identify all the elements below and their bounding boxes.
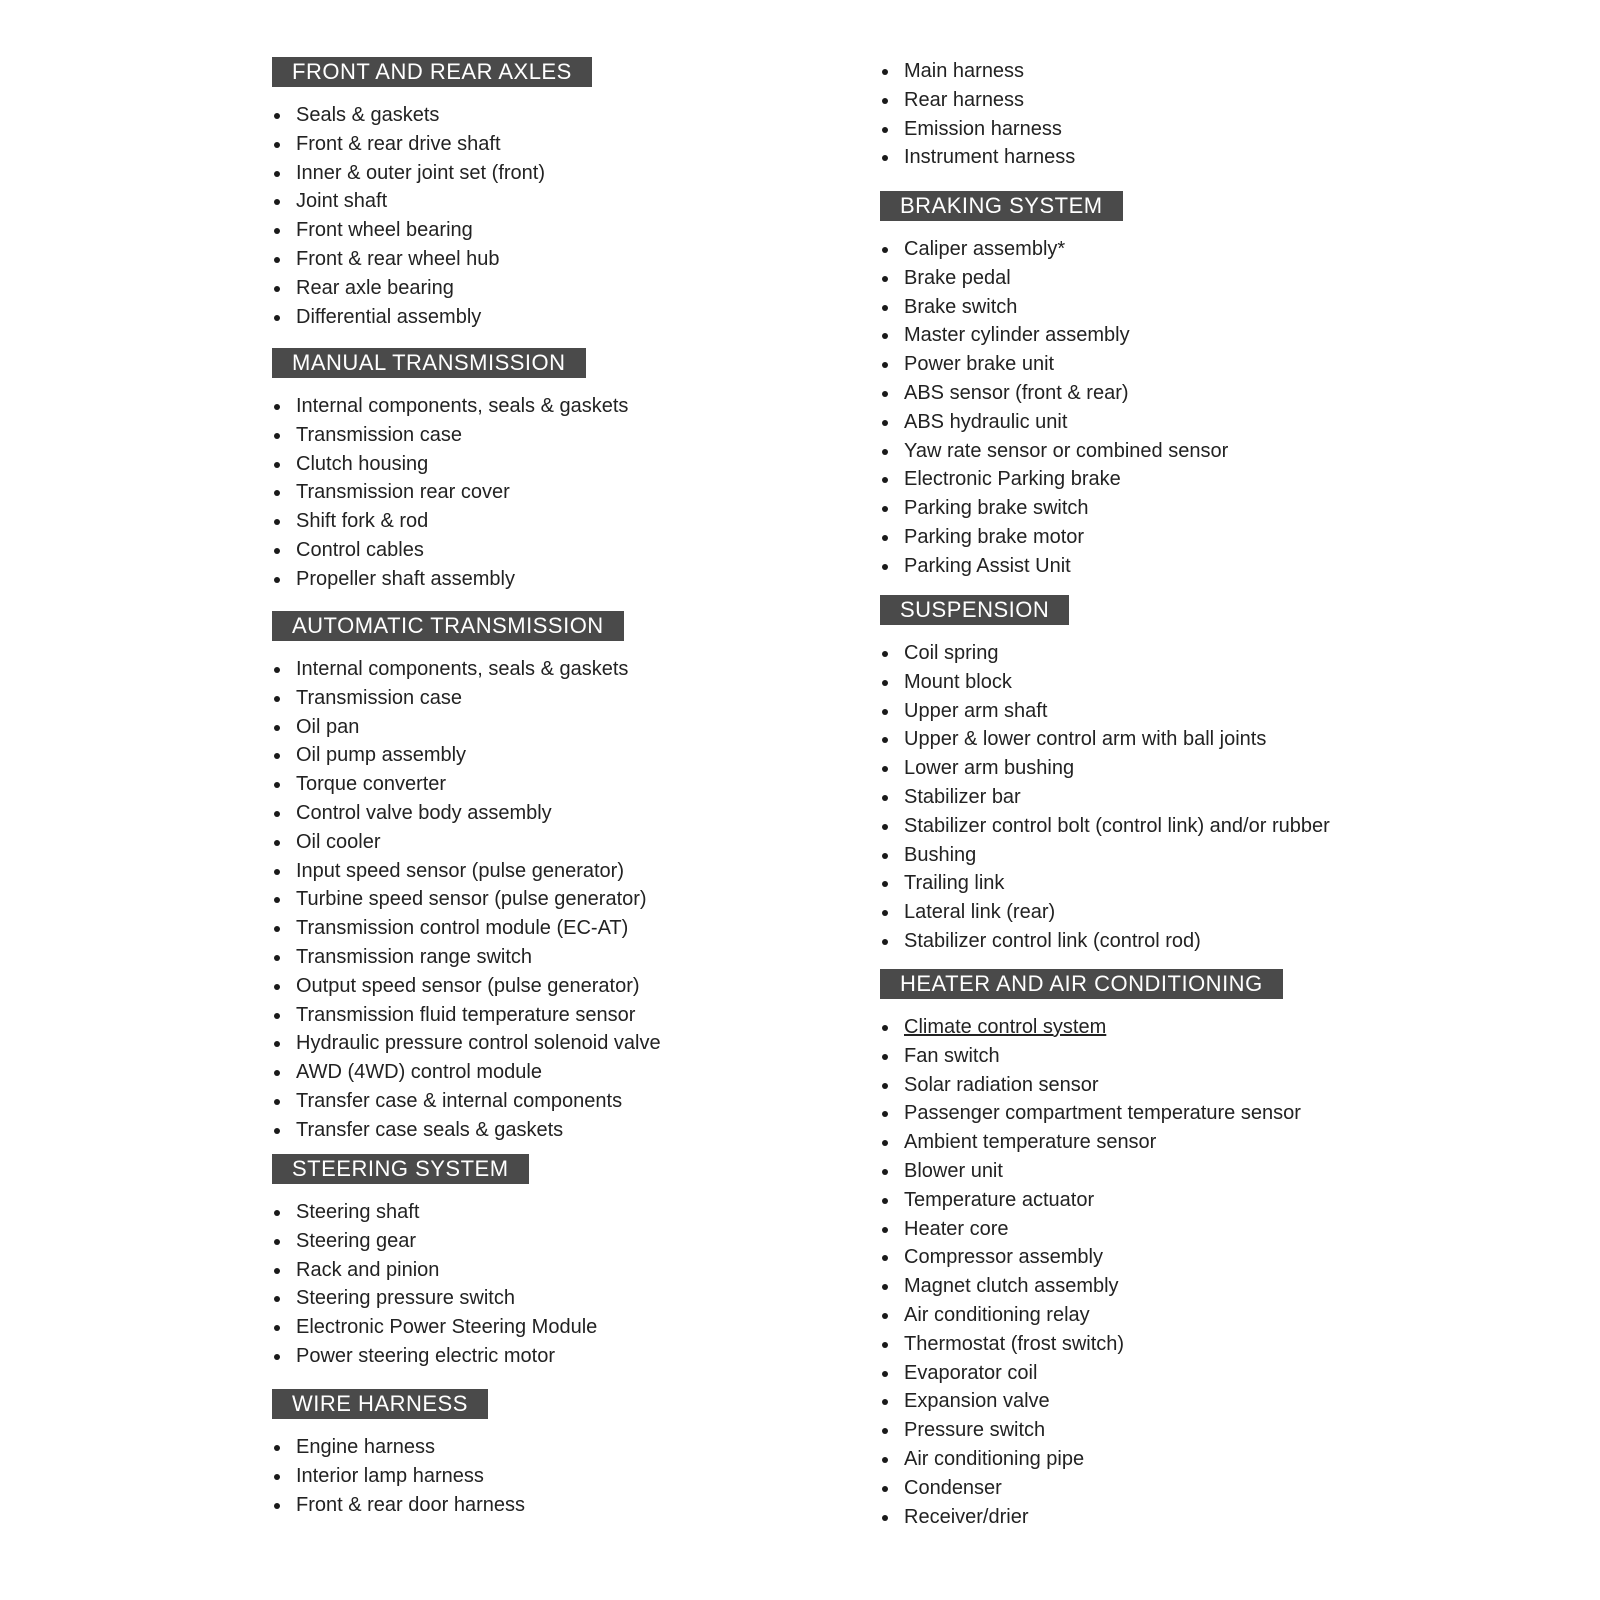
list-item: Parking brake motor bbox=[880, 523, 1228, 552]
list-item: Receiver/drier bbox=[880, 1503, 1301, 1532]
list-item: Power brake unit bbox=[880, 350, 1228, 379]
list-item: Power steering electric motor bbox=[272, 1342, 597, 1371]
section-steering-system bbox=[272, 1154, 597, 1371]
list-item: Expansion valve bbox=[880, 1387, 1301, 1416]
item-list bbox=[880, 639, 1330, 956]
list-item: Trailing link bbox=[880, 869, 1330, 898]
list-item: Lower arm bushing bbox=[880, 754, 1330, 783]
list-item: Fan switch bbox=[880, 1042, 1301, 1071]
list-item: Input speed sensor (pulse generator) bbox=[272, 857, 661, 886]
list-item: Transmission case bbox=[272, 421, 628, 450]
list-item: Inner & outer joint set (front) bbox=[272, 159, 592, 188]
list-item: Output speed sensor (pulse generator) bbox=[272, 972, 661, 1001]
list-item: Lateral link (rear) bbox=[880, 898, 1330, 927]
list-item: Emission harness bbox=[880, 115, 1075, 144]
list-item: Engine harness bbox=[272, 1433, 525, 1462]
list-item: Air conditioning pipe bbox=[880, 1445, 1301, 1474]
list-item: Steering pressure switch bbox=[272, 1284, 597, 1313]
list-item: Electronic Power Steering Module bbox=[272, 1313, 597, 1342]
list-item: Internal components, seals & gaskets bbox=[272, 655, 661, 684]
list-item: Clutch housing bbox=[272, 450, 628, 479]
list-item: Seals & gaskets bbox=[272, 101, 592, 130]
list-item: Transmission range switch bbox=[272, 943, 661, 972]
list-item: Stabilizer control bolt (control link) and/or rubber bbox=[880, 812, 1330, 841]
section-heading: WIRE HARNESS bbox=[272, 1389, 488, 1419]
list-item: Oil cooler bbox=[272, 828, 661, 857]
list-item: Front wheel bearing bbox=[272, 216, 592, 245]
list-item: Control valve body assembly bbox=[272, 799, 661, 828]
list-item: Steering gear bbox=[272, 1227, 597, 1256]
list-item: Parking Assist Unit bbox=[880, 552, 1228, 581]
list-item: Condenser bbox=[880, 1474, 1301, 1503]
list-item: Temperature actuator bbox=[880, 1186, 1301, 1215]
section-wire-harness-continued bbox=[880, 57, 1075, 172]
list-item: Transmission fluid temperature sensor bbox=[272, 1001, 661, 1030]
list-item: Mount block bbox=[880, 668, 1330, 697]
list-item: Ambient temperature sensor bbox=[880, 1128, 1301, 1157]
section-heading: MANUAL TRANSMISSION bbox=[272, 348, 586, 378]
list-item: Air conditioning relay bbox=[880, 1301, 1301, 1330]
section-heading: BRAKING SYSTEM bbox=[880, 191, 1123, 221]
section-suspension bbox=[880, 595, 1330, 956]
list-item: Passenger compartment temperature sensor bbox=[880, 1099, 1301, 1128]
item-list bbox=[880, 57, 1075, 172]
section-heading: SUSPENSION bbox=[880, 595, 1069, 625]
list-item: Yaw rate sensor or combined sensor bbox=[880, 437, 1228, 466]
item-list bbox=[272, 101, 592, 331]
section-wire-harness bbox=[272, 1389, 525, 1519]
section-manual-transmission bbox=[272, 348, 628, 594]
list-item: Parking brake switch bbox=[880, 494, 1228, 523]
list-item: Front & rear drive shaft bbox=[272, 130, 592, 159]
list-item: Control cables bbox=[272, 536, 628, 565]
list-item: Hydraulic pressure control solenoid valve bbox=[272, 1029, 661, 1058]
list-item: Brake pedal bbox=[880, 264, 1228, 293]
list-item: Thermostat (frost switch) bbox=[880, 1330, 1301, 1359]
section-automatic-transmission bbox=[272, 611, 661, 1145]
list-item: Main harness bbox=[880, 57, 1075, 86]
list-item: Master cylinder assembly bbox=[880, 321, 1228, 350]
item-list bbox=[272, 655, 661, 1145]
list-item: Propeller shaft assembly bbox=[272, 565, 628, 594]
list-item: Electronic Parking brake bbox=[880, 465, 1228, 494]
list-item: Solar radiation sensor bbox=[880, 1071, 1301, 1100]
list-item: Rear harness bbox=[880, 86, 1075, 115]
section-heading: STEERING SYSTEM bbox=[272, 1154, 529, 1184]
list-item: Transfer case seals & gaskets bbox=[272, 1116, 661, 1145]
list-item: Oil pump assembly bbox=[272, 741, 661, 770]
list-item: Steering shaft bbox=[272, 1198, 597, 1227]
list-item: Stabilizer control link (control rod) bbox=[880, 927, 1330, 956]
list-item: Compressor assembly bbox=[880, 1243, 1301, 1272]
list-item: Blower unit bbox=[880, 1157, 1301, 1186]
section-front-rear-axles bbox=[272, 57, 592, 331]
section-heading: HEATER AND AIR CONDITIONING bbox=[880, 969, 1283, 999]
list-item: Stabilizer bar bbox=[880, 783, 1330, 812]
item-list bbox=[272, 1433, 525, 1519]
item-list bbox=[272, 392, 628, 594]
list-item: Rack and pinion bbox=[272, 1256, 597, 1285]
list-item: Heater core bbox=[880, 1215, 1301, 1244]
list-item: Transmission rear cover bbox=[272, 478, 628, 507]
list-item: Brake switch bbox=[880, 293, 1228, 322]
section-heading: AUTOMATIC TRANSMISSION bbox=[272, 611, 624, 641]
list-item: Interior lamp harness bbox=[272, 1462, 525, 1491]
list-item: Differential assembly bbox=[272, 303, 592, 332]
list-item: Shift fork & rod bbox=[272, 507, 628, 536]
list-item: Transmission control module (EC-AT) bbox=[272, 914, 661, 943]
list-item: Evaporator coil bbox=[880, 1359, 1301, 1388]
list-item: Bushing bbox=[880, 841, 1330, 870]
list-item: Internal components, seals & gaskets bbox=[272, 392, 628, 421]
list-item: AWD (4WD) control module bbox=[272, 1058, 661, 1087]
item-list bbox=[880, 235, 1228, 581]
list-item: Pressure switch bbox=[880, 1416, 1301, 1445]
item-list bbox=[272, 1198, 597, 1371]
list-item: Front & rear door harness bbox=[272, 1491, 525, 1520]
section-heading: FRONT AND REAR AXLES bbox=[272, 57, 592, 87]
list-item: Climate control system bbox=[880, 1013, 1301, 1042]
list-item: Rear axle bearing bbox=[272, 274, 592, 303]
list-item: Upper & lower control arm with ball joints bbox=[880, 725, 1330, 754]
list-item: Coil spring bbox=[880, 639, 1330, 668]
list-item: Front & rear wheel hub bbox=[272, 245, 592, 274]
section-heater-air-conditioning bbox=[880, 969, 1301, 1531]
list-item: Magnet clutch assembly bbox=[880, 1272, 1301, 1301]
list-item: Upper arm shaft bbox=[880, 697, 1330, 726]
list-item: Transmission case bbox=[272, 684, 661, 713]
list-item: Torque converter bbox=[272, 770, 661, 799]
list-item: Transfer case & internal components bbox=[272, 1087, 661, 1116]
list-item: Caliper assembly* bbox=[880, 235, 1228, 264]
list-item: ABS hydraulic unit bbox=[880, 408, 1228, 437]
list-item: Turbine speed sensor (pulse generator) bbox=[272, 885, 661, 914]
item-list bbox=[880, 1013, 1301, 1531]
list-item: ABS sensor (front & rear) bbox=[880, 379, 1228, 408]
section-braking-system bbox=[880, 191, 1228, 581]
list-item: Oil pan bbox=[272, 713, 661, 742]
list-item: Instrument harness bbox=[880, 143, 1075, 172]
list-item: Joint shaft bbox=[272, 187, 592, 216]
